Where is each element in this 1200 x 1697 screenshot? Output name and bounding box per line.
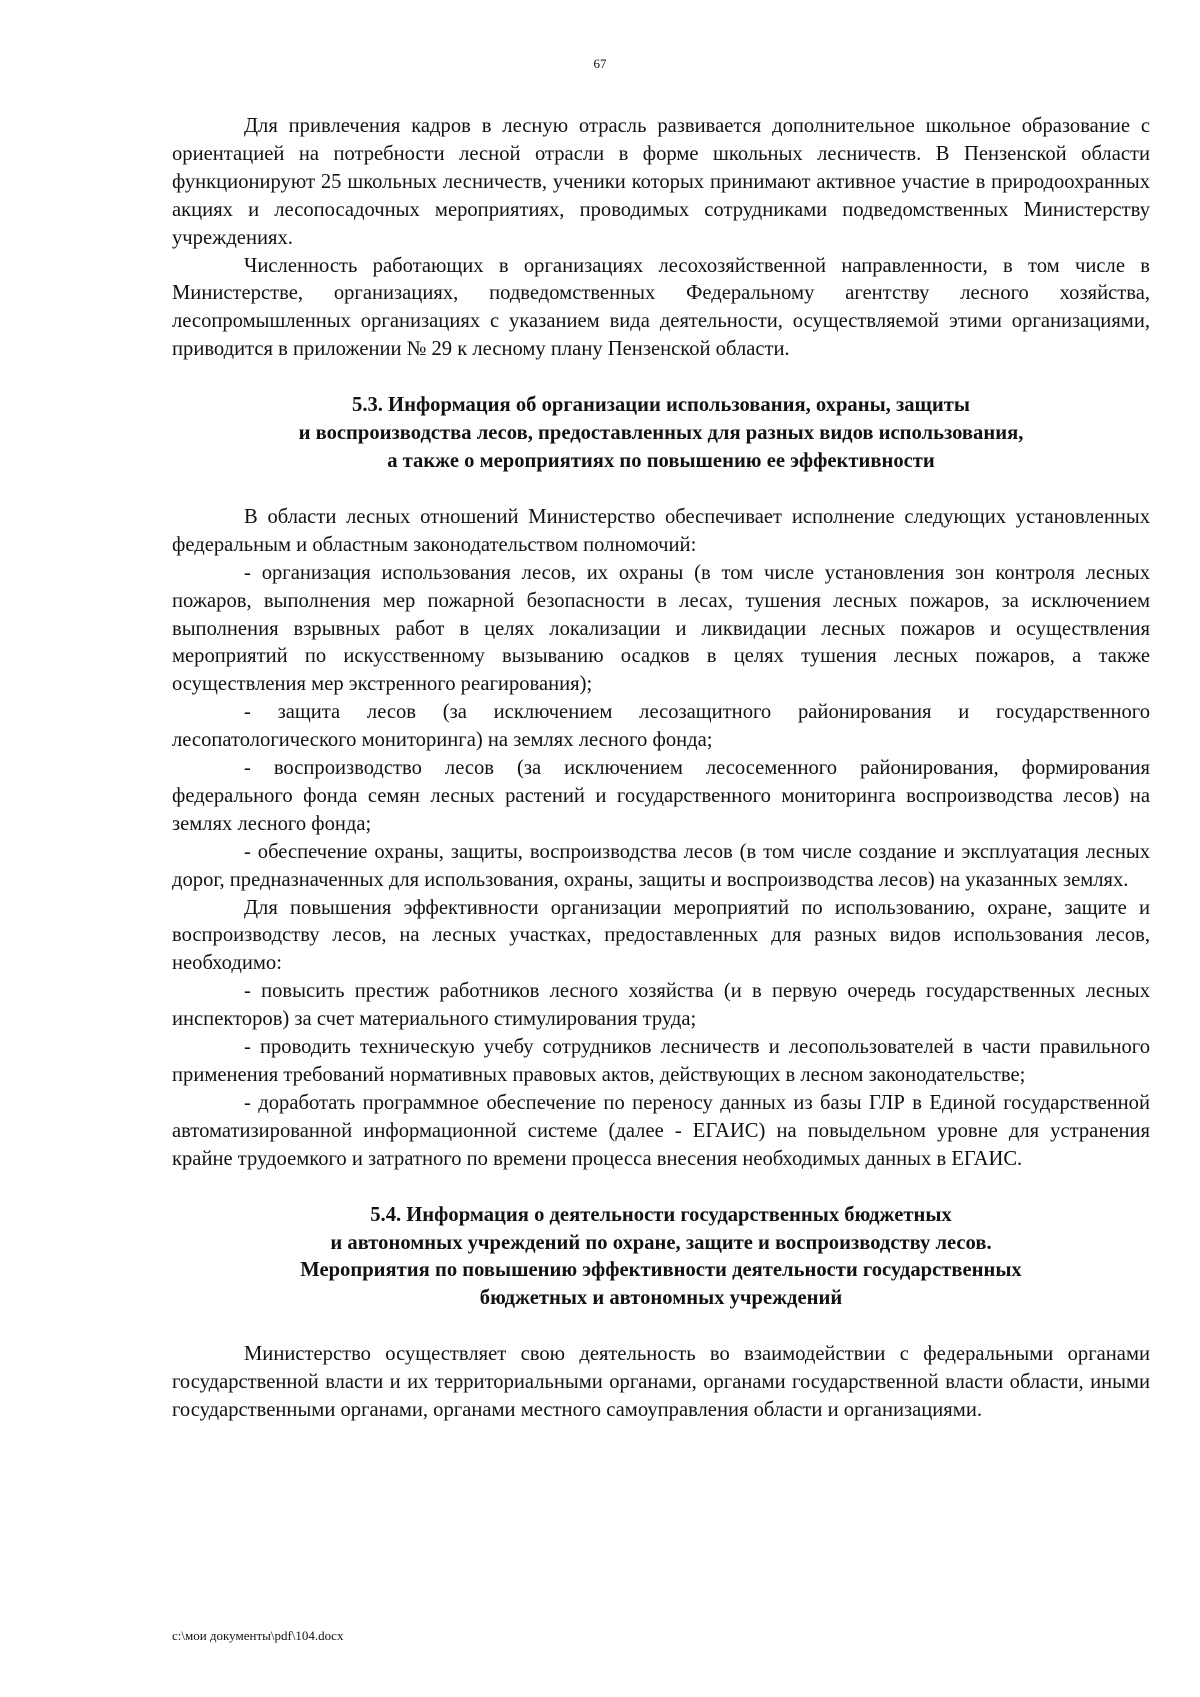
footer-file-path: c:\мои документы\pdf\104.docx [172, 1628, 344, 1643]
paragraph: В области лесных отношений Министерство обеспечивает исполнение следующих установленных федеральным и областным законодательством полномочий: [172, 505, 1150, 556]
list-item: - повысить престиж работников лесного хозяйства (и в первую очередь государственных лесных инспекторов) за счет материального стимулирования труда; [172, 980, 1150, 1031]
paragraph: Министерство осуществляет свою деятельность во взаимодействии с федеральными органами государственной власти и их территориальными органами, органами государственной власти области, иными государственными органами, органами местного самоуправления области и организациями. [172, 1343, 1150, 1422]
heading-line: и автономных учреждений по охране, защите и воспроизводству лесов. [330, 1231, 992, 1254]
paragraph: Для привлечения кадров в лесную отрасль развивается дополнительное школьное образование с ориентацией на потребности лесной отрасли в форме школьных лесничеств. В Пензенской области функционируют 25 школьных лесничеств, ученики которых принимают активное участие в природоохранных акциях и лесопосадочных мероприятиях, проводимых сотрудниками подведомственных Министерству учреждениях. [172, 115, 1150, 249]
list-item: - воспроизводство лесов (за исключением лесосеменного районирования, формирования федерального фонда семян лесных растений и государственного мониторинга воспроизводства лесов) на землях лесного фонда; [172, 757, 1150, 835]
heading-line: бюджетных и автономных учреждений [479, 1287, 843, 1310]
paragraph: Для повышения эффективности организации мероприятий по использованию, охране, защите и воспроизводству лесов, на лесных участках, предоставленных для разных видов использования лесов, необходимо: [172, 896, 1150, 975]
list-item: - организация использования лесов, их охраны (в том числе установления зон контроля лесных пожаров, выполнения мер пожарной безопасности в лесах, тушения лесных пожаров, за исключением выполнения взрывных работ в целях локализации и ликвидации лесных пожаров и осуществления мероприятий по искусственному вызыванию осадков в целях тушения лесных пожаров, а также осуществления мер экстренного реагирования); [172, 561, 1150, 696]
heading-line: и воспроизводства лесов, предоставленных для разных видов использования, [298, 422, 1024, 445]
heading-line: 5.3. Информация об организации использования, охраны, защиты [352, 394, 970, 417]
list-item: - обеспечение охраны, защиты, воспроизводства лесов (в том числе создание и эксплуатация лесных дорог, предназначенных для использования, охраны, защиты и воспроизводства лесов) на указанных землях. [172, 840, 1150, 891]
list-item: - проводить техническую учебу сотрудников лесничеств и лесопользователей в части правильного применения требований нормативных правовых актов, действующих в лесном законодательстве; [172, 1036, 1150, 1086]
heading-line: а также о мероприятиях по повышению ее эффективности [387, 449, 935, 472]
list-item: - доработать программное обеспечение по переносу данных из базы ГЛР в Единой государственной автоматизированной информационной системе (далее - ЕГАИС) на повыдельном уровне для устранения крайне трудоемкого и затратного по времени процесса внесения необходимых данных в ЕГАИС. [172, 1091, 1150, 1170]
section-heading-5-4 [172, 1202, 1150, 1314]
heading-line: Мероприятия по повышению эффективности деятельности государственных [300, 1259, 1022, 1282]
document-body [172, 113, 1150, 1425]
page-number: 67 [593, 56, 607, 71]
paragraph: Численность работающих в организациях лесохозяйственной направленности, в том числе в Министерстве, организациях, подведомственных Федеральному агентству лесного хозяйства, лесопромышленных организациях с указанием вида деятельности, осуществляемой этими организациями, приводится в приложении № 29 к лесному плану Пензенской области. [172, 254, 1150, 361]
list-item: - защита лесов (за исключением лесозащитного районирования и государственного лесопатологического мониторинга) на землях лесного фонда; [172, 701, 1150, 752]
section-heading-5-3 [172, 392, 1150, 476]
heading-line: 5.4. Информация о деятельности государственных бюджетных [370, 1203, 952, 1226]
